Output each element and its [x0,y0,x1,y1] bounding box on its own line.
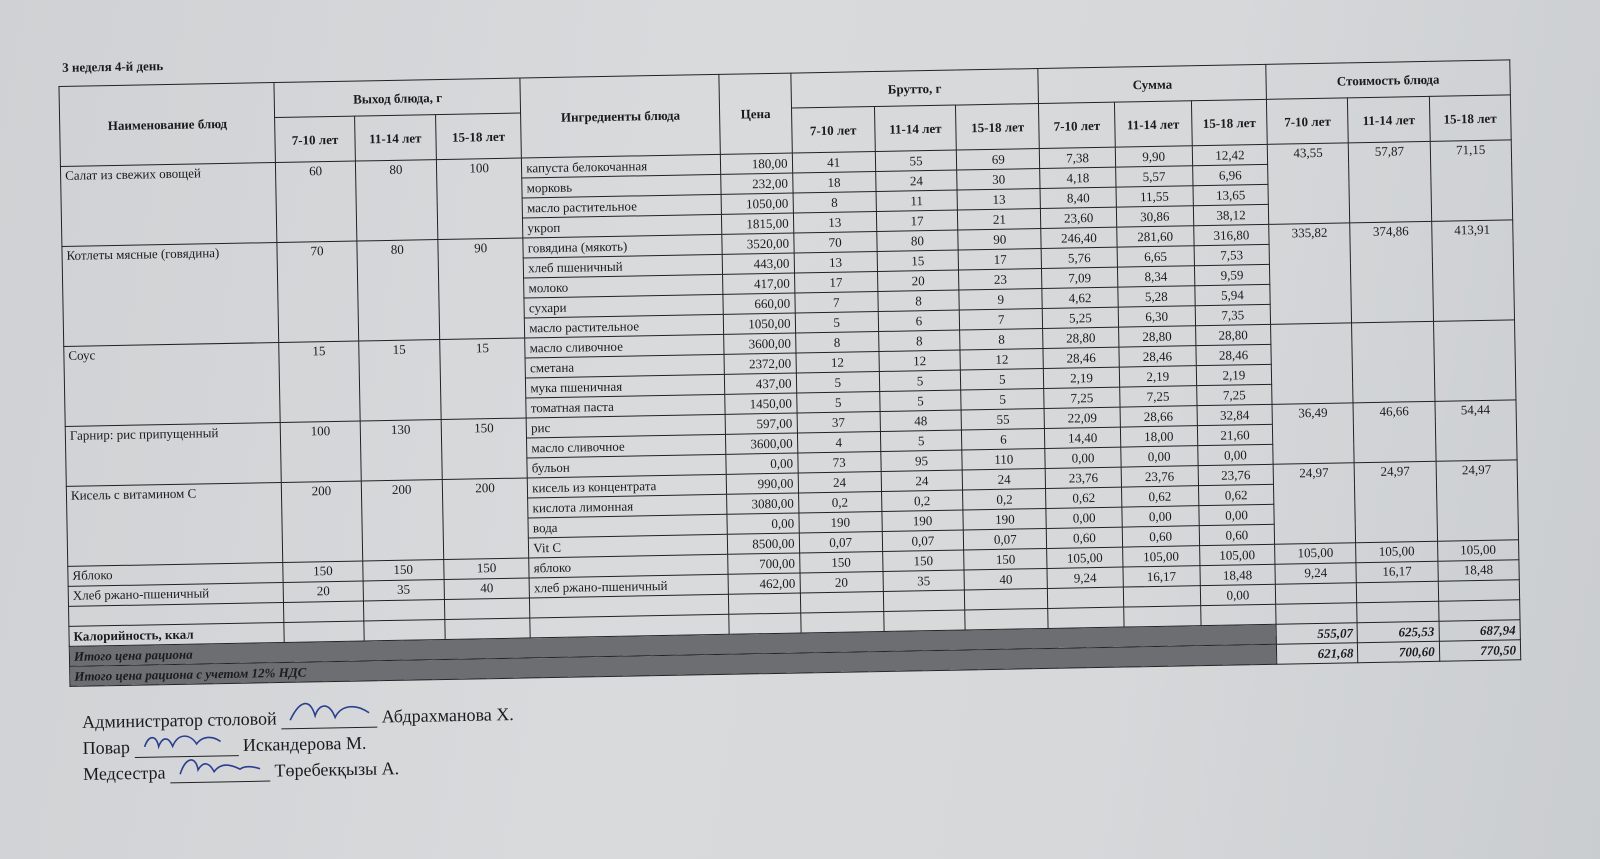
dish-yield: 150 [362,560,444,581]
ingredient-gross: 12 [960,348,1044,370]
ingredient-gross: 150 [799,551,883,573]
empty-cell [284,621,364,642]
ingredient-name: сухари [524,294,723,318]
dish-yield: 80 [357,240,440,341]
ingredient-sum: 0,00 [1120,446,1198,467]
ingredient-sum: 8,34 [1117,266,1195,287]
ingredient-gross: 48 [880,410,962,431]
header-dish-name: Наименование блюд [59,83,276,167]
ingredient-sum: 2,19 [1044,367,1120,388]
ingredient-gross: 6 [878,310,960,331]
ingredient-name: вода [528,514,727,538]
header-cost-age: 15-18 лет [1429,95,1511,141]
ingredient-name: капуста белокочанная [522,154,721,178]
dish-cost: 54,44 [1435,400,1517,461]
dish-cost: 24,97 [1354,461,1437,542]
ingredient-sum: 23,76 [1046,467,1122,488]
ingredient-sum: 6,96 [1192,164,1268,185]
ingredient-sum: 23,76 [1121,466,1199,487]
header-sum-age: 7-10 лет [1039,102,1115,148]
header-yield-age: 15-18 лет [436,113,522,160]
ingredient-gross: 13 [957,189,1041,211]
ingredient-sum: 7,25 [1119,386,1197,407]
ingredient-sum: 5,94 [1195,284,1271,305]
ingredient-sum: 23,60 [1041,207,1117,228]
ingredient-gross: 0,2 [963,488,1047,510]
ingredient-sum: 5,76 [1042,247,1118,268]
ingredient-gross: 190 [882,510,964,531]
ingredient-price: 3520,00 [722,233,793,254]
ingredient-sum: 28,80 [1118,326,1196,347]
ingredient-sum: 16,17 [1123,566,1201,587]
dish-yield: 150 [444,558,530,580]
ingredient-sum: 18,00 [1120,426,1198,447]
dish-cost: 105,00 [1356,541,1438,562]
ingredient-gross: 95 [881,450,963,471]
ingredient-sum: 8,40 [1040,187,1116,208]
dish-cost: 18,48 [1438,560,1520,581]
header-ingredients: Ингредиенты блюда [520,74,721,158]
empty-cell [1276,603,1358,624]
dish-yield: 15 [358,340,441,421]
handwritten-signature-icon [285,695,376,727]
ingredient-sum: 0,62 [1121,486,1199,507]
ingredient-gross: 7 [959,308,1043,330]
ingredient-sum: 6,30 [1118,306,1196,327]
ingredient-gross: 73 [797,451,881,473]
ingredient-sum: 9,59 [1194,264,1270,285]
header-cost: Стоимость блюда [1266,60,1511,99]
ingredient-name: яблоко [529,554,728,578]
ingredient-sum: 0,60 [1122,526,1200,547]
dish-cost: 71,15 [1430,140,1513,221]
dish-name: Хлеб ржано-пшеничный [68,582,284,606]
total-vat-value: 621,68 [1276,643,1358,664]
ingredient-sum: 7,35 [1195,304,1271,325]
ingredient-gross: 8 [878,330,960,351]
ingredient-sum: 28,46 [1043,347,1119,368]
dish-yield: 15 [279,341,360,422]
empty-cell [1438,580,1520,601]
ingredient-sum: 23,76 [1198,464,1274,485]
dish-name: Котлеты мясные (говядина) [62,243,279,347]
extra-sum [1048,587,1124,608]
dish-name: Яблоко [68,562,284,586]
ingredient-gross: 13 [793,212,877,234]
ingredient-gross: 8 [793,192,877,214]
signature-name: Искандерова М. [242,732,367,756]
ingredient-sum: 5,25 [1043,307,1119,328]
empty-cell [883,590,965,611]
ingredient-price: 597,00 [726,413,797,434]
ingredient-sum: 13,65 [1193,184,1269,205]
dish-cost [1433,320,1516,401]
ingredient-sum: 7,09 [1042,267,1118,288]
ingredient-sum: 7,53 [1194,244,1270,265]
header-cost-age: 11-14 лет [1348,96,1430,142]
ingredient-sum: 38,12 [1193,204,1269,225]
ingredient-sum: 7,25 [1044,387,1120,408]
empty-cell [1357,581,1439,602]
empty-cell [1438,600,1520,621]
dish-yield: 100 [436,158,523,240]
ingredient-name: хлеб ржано-пшеничный [529,574,728,598]
ingredient-sum: 28,46 [1196,344,1272,365]
ingredient-sum: 0,00 [1046,507,1122,528]
ingredient-name: кисель из концентрата [528,474,727,498]
ingredient-gross: 18 [792,172,876,194]
ingredient-gross: 20 [877,270,959,291]
ingredient-gross: 69 [956,149,1040,171]
ingredient-gross: 8 [960,328,1044,350]
ingredient-gross: 24 [876,170,958,191]
ingredient-sum: 246,40 [1041,227,1117,248]
ingredient-gross: 12 [879,350,961,371]
ingredient-gross: 0,2 [881,490,963,511]
header-sum-age: 15-18 лет [1191,99,1267,145]
calories-label: Калорийность, ккал [69,622,285,646]
ingredient-price: 2372,00 [724,353,795,374]
ingredient-gross: 150 [883,550,965,571]
menu-body [60,140,1520,687]
empty-cell [965,588,1049,610]
ingredient-sum: 2,19 [1119,366,1197,387]
ingredient-price: 232,00 [721,173,792,194]
dish-cost [1271,323,1354,404]
ingredient-sum: 0,62 [1046,487,1122,508]
ingredient-sum: 30,86 [1116,206,1194,227]
ingredient-gross: 7 [794,292,878,314]
ingredient-sum: 316,80 [1194,224,1270,245]
menu-sheet [58,33,1539,687]
ingredient-sum: 18,48 [1200,564,1276,585]
signature-role: Повар [82,737,131,758]
dish-yield: 90 [438,238,525,340]
empty-cell [363,600,445,621]
ingredient-sum: 2,19 [1196,364,1272,385]
empty-cell [965,608,1049,630]
ingredient-sum: 6,65 [1117,246,1195,267]
ingredient-gross: 55 [961,408,1045,430]
ingredient-name: укроп [523,214,722,238]
header-gross: Брутто, г [790,69,1039,109]
dish-cost [1352,321,1435,402]
header-yield-age: 11-14 лет [354,115,436,161]
dish-yield: 150 [283,561,363,582]
ingredient-sum: 28,80 [1043,327,1119,348]
ingredient-price: 3600,00 [726,433,797,454]
ingredient-price: 180,00 [721,153,792,174]
dish-yield: 35 [363,580,445,601]
ingredient-gross: 8 [878,290,960,311]
ingredient-gross: 35 [883,570,965,591]
ingredient-gross: 110 [962,448,1046,470]
dish-yield: 130 [360,420,442,481]
empty-cell [284,601,364,622]
ingredient-gross: 0,07 [882,530,964,551]
ingredient-name: масло растительное [522,194,721,218]
header-sum-age: 11-14 лет [1114,101,1192,147]
ingredient-sum: 7,38 [1040,147,1116,168]
header-gross-age: 7-10 лет [791,107,875,154]
header-gross-age: 11-14 лет [874,105,956,151]
dish-cost: 43,55 [1267,143,1350,224]
dish-cost: 374,86 [1350,221,1433,322]
empty-cell [444,598,530,620]
ingredient-gross: 0,2 [798,491,882,513]
total-value: 555,07 [1276,623,1358,644]
ingredient-gross: 17 [794,272,878,294]
dish-yield: 60 [276,161,357,242]
ingredient-name: молоко [524,274,723,298]
dish-cost: 36,49 [1272,403,1354,464]
ingredient-name: хлеб пшеничный [523,254,722,278]
ingredient-sum: 22,09 [1045,407,1121,428]
ingredient-name: рис [526,414,725,438]
dish-yield: 40 [444,578,530,600]
ingredient-price: 437,00 [725,373,796,394]
ingredient-sum: 0,00 [1122,506,1200,527]
ingredient-name: говядина (мякоть) [523,234,722,258]
extra-sum [1123,586,1201,607]
ingredient-sum: 14,40 [1045,427,1121,448]
ingredient-gross: 5 [961,388,1045,410]
ingredient-sum: 28,46 [1119,346,1197,367]
header-sum: Сумма [1038,64,1266,103]
ingredient-gross: 40 [964,568,1048,590]
ingredient-sum: 0,60 [1047,527,1123,548]
ingredient-price: 660,00 [723,293,794,314]
signature-name: Абдрахманова Х. [381,704,514,727]
empty-cell [800,591,884,613]
ingredient-price: 443,00 [723,253,794,274]
empty-cell [1357,601,1439,622]
ingredient-gross: 0,07 [963,528,1047,550]
handwritten-signature-icon [174,749,265,781]
ingredient-gross: 24 [798,471,882,493]
ingredient-gross: 41 [792,152,876,174]
ingredient-gross: 37 [797,411,881,433]
dish-yield: 200 [442,478,529,560]
ingredient-gross: 20 [800,571,884,593]
ingredient-price: 462,00 [728,573,799,594]
empty-cell [729,613,800,634]
ingredient-sum: 12,42 [1192,144,1268,165]
empty-cell [363,620,445,641]
ingredient-name: масло растительное [525,314,724,338]
total-value: 625,53 [1357,621,1439,642]
ingredient-gross: 24 [881,470,963,491]
empty-cell [1201,604,1277,625]
ingredient-sum: 0,00 [1199,504,1275,525]
ingredient-sum: 4,18 [1040,167,1116,188]
dish-yield: 15 [440,338,527,420]
ingredient-gross: 13 [794,252,878,274]
ingredient-sum: 11,55 [1116,186,1194,207]
empty-cell [445,618,531,640]
dish-cost: 105,00 [1275,543,1357,564]
ingredient-sum: 28,80 [1195,324,1271,345]
ingredient-gross: 23 [959,269,1043,291]
ingredient-price: 3600,00 [724,333,795,354]
signatures-block [82,704,515,790]
dish-cost: 24,97 [1273,463,1356,544]
header-gross-age: 15-18 лет [956,104,1040,151]
ingredient-name: морковь [522,174,721,198]
menu-table [58,59,1521,687]
ingredient-price: 700,00 [728,553,799,574]
dish-yield: 200 [282,481,363,562]
dish-cost: 335,82 [1269,223,1352,324]
document-title: 3 неделя 4-й день [61,58,164,75]
dish-cost: 57,87 [1349,141,1432,222]
ingredient-price: 3080,00 [727,493,798,514]
dish-yield: 150 [441,418,527,480]
ingredient-gross: 17 [958,249,1042,271]
ingredient-gross: 4 [797,431,881,453]
ingredient-gross: 55 [875,150,957,171]
ingredient-gross: 30 [957,169,1041,191]
ingredient-gross: 6 [962,428,1046,450]
total-vat-label: Итого цена рациона с учетом 12% НДС [70,644,1277,686]
ingredient-sum: 21,60 [1197,424,1273,445]
header-yield: Выход блюда, г [274,78,520,117]
ingredient-sum: 281,60 [1116,226,1194,247]
ingredient-sum: 32,84 [1197,404,1273,425]
ingredient-sum: 9,90 [1115,146,1193,167]
empty-cell [1048,607,1124,628]
ingredient-sum: 5,57 [1115,166,1193,187]
signature-line [170,763,270,784]
ingredient-sum: 105,00 [1047,547,1123,568]
ingredient-gross: 5 [880,390,962,411]
ingredient-name: бульон [527,454,726,478]
ingredient-gross: 150 [964,548,1048,570]
dish-yield: 70 [277,241,358,342]
ingredient-price: 1050,00 [724,313,795,334]
ingredient-gross: 5 [879,370,961,391]
ingredient-price: 0,00 [727,513,798,534]
ingredient-gross: 9 [959,289,1043,311]
ingredient-sum: 5,28 [1117,286,1195,307]
ingredient-gross: 190 [963,508,1047,530]
signature-role: Медсестра [82,762,166,784]
header-cost-age: 7-10 лет [1266,98,1348,144]
ingredient-name: томатная паста [526,394,725,418]
ingredient-sum: 0,62 [1198,484,1274,505]
ingredient-gross: 15 [877,250,959,271]
ingredient-gross: 12 [796,352,880,374]
ingredient-name: масло сливочное [527,434,726,458]
ingredient-gross: 17 [876,210,958,231]
ingredient-sum: 0,60 [1199,524,1275,545]
ingredient-sum: 9,24 [1047,567,1123,588]
dish-cost: 413,91 [1431,220,1514,321]
signature-line [281,709,377,730]
extra-sum: 0,00 [1200,584,1276,605]
dish-name: Соус [64,342,281,426]
empty-cell [729,593,800,614]
ingredient-name: мука пшеничная [526,374,725,398]
dish-name: Гарнир: рис припущенный [65,422,281,486]
dish-cost: 105,00 [1437,540,1519,561]
ingredient-sum: 4,62 [1042,287,1118,308]
dish-cost: 46,66 [1353,401,1435,462]
signature-role: Администратор столовой [82,708,277,732]
total-vat-value: 700,60 [1358,641,1440,662]
ingredient-price: 1050,00 [721,193,792,214]
ingredient-gross: 70 [793,232,877,254]
ingredient-price: 0,00 [726,453,797,474]
dish-cost: 16,17 [1356,561,1438,582]
ingredient-name: кислота лимонная [528,494,727,518]
ingredient-gross: 8 [795,332,879,354]
dish-name: Кисель с витамином С [66,482,283,566]
ingredient-sum: 0,00 [1045,447,1121,468]
ingredient-gross: 190 [798,511,882,533]
ingredient-price: 1815,00 [722,213,793,234]
ingredient-sum: 105,00 [1199,544,1275,565]
ingredient-gross: 90 [958,229,1042,251]
ingredient-name: Vit C [529,534,728,558]
empty-cell [1123,606,1201,627]
dish-yield: 100 [281,421,361,482]
ingredient-price: 990,00 [727,473,798,494]
ingredient-gross: 5 [796,372,880,394]
empty-cell [1275,583,1357,604]
dish-name: Салат из свежих овощей [60,163,277,247]
header-yield-age: 7-10 лет [275,116,355,162]
ingredient-price: 417,00 [723,273,794,294]
total-label: Итого цена рациона [69,624,1276,666]
ingredient-gross: 5 [880,430,962,451]
ingredient-gross: 80 [877,230,959,251]
empty-cell [800,611,884,633]
dish-cost: 9,24 [1275,563,1357,584]
ingredient-sum: 0,00 [1198,444,1274,465]
total-vat-value: 770,50 [1439,640,1521,661]
ingredient-name: масло сливочное [525,334,724,358]
header-price: Цена [719,73,792,154]
ingredient-sum: 105,00 [1122,546,1200,567]
total-value: 687,94 [1439,620,1521,641]
ingredient-gross: 24 [962,468,1046,490]
ingredient-name: сметана [525,354,724,378]
ingredient-gross: 0,07 [799,531,883,553]
ingredient-gross: 5 [960,368,1044,390]
dish-yield: 200 [361,480,444,561]
ingredient-gross: 21 [958,209,1042,231]
ingredient-gross: 11 [876,190,958,211]
ingredient-price: 1450,00 [725,393,796,414]
dish-yield: 80 [355,160,438,241]
ingredient-sum: 7,25 [1197,384,1273,405]
ingredient-gross: 5 [795,312,879,334]
ingredient-sum: 28,66 [1120,406,1198,427]
signature-name: Төребекқызы А. [274,758,400,781]
empty-cell [884,610,966,631]
dish-cost: 24,97 [1436,460,1519,541]
ingredient-gross: 5 [796,392,880,414]
dish-yield: 20 [284,581,364,602]
ingredient-price: 8500,00 [728,533,799,554]
